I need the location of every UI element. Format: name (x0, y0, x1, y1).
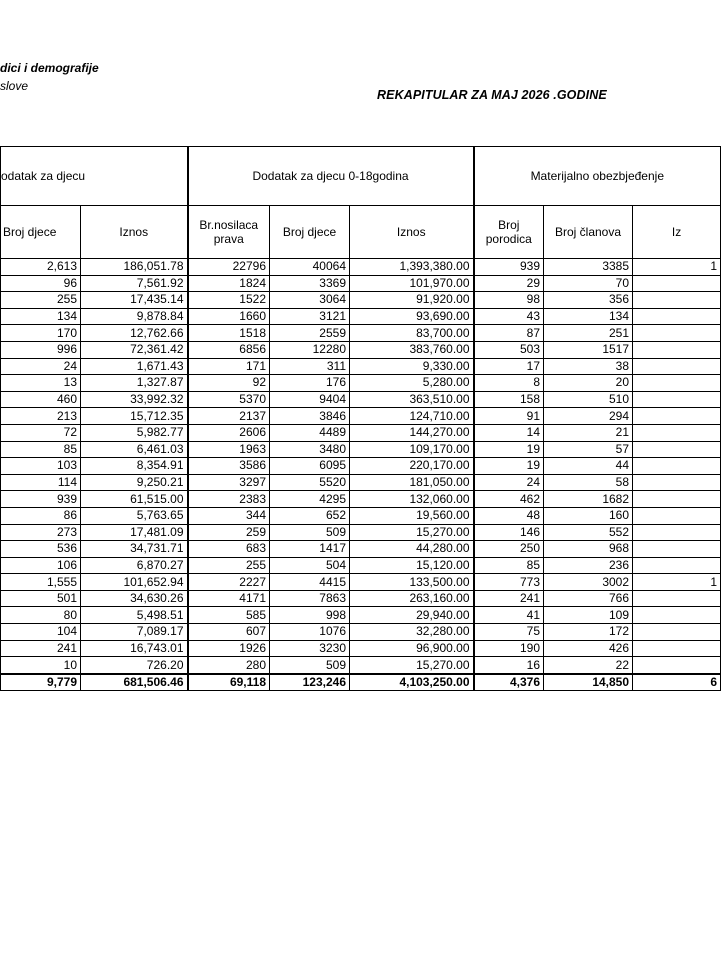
col-header-amount-material: Iz (633, 206, 721, 259)
table-cell (633, 524, 721, 541)
table-cell: 2,613 (1, 259, 81, 276)
table-cell (633, 408, 721, 425)
table-cell: 85 (474, 557, 544, 574)
table-row (1, 607, 721, 624)
table-cell: 19 (474, 458, 544, 475)
table-cell: 109,170.00 (350, 441, 474, 458)
table-row (1, 574, 721, 591)
table-cell: 14,850 (544, 674, 633, 691)
table-cell: 509 (270, 657, 350, 674)
group-header-row (1, 147, 721, 206)
table-row (1, 507, 721, 524)
table-cell: 939 (1, 491, 81, 508)
table-cell: 2137 (188, 408, 270, 425)
table-row (1, 640, 721, 657)
table-cell: 109 (544, 607, 633, 624)
table-cell: 72 (1, 424, 81, 441)
table-cell: 144,270.00 (350, 424, 474, 441)
table-cell (633, 308, 721, 325)
table-cell: 1,555 (1, 574, 81, 591)
table-cell: 96 (1, 275, 81, 292)
table-cell: 86 (1, 507, 81, 524)
table-cell: 24 (474, 474, 544, 491)
table-cell: 3002 (544, 574, 633, 591)
table-cell: 12,762.66 (81, 325, 188, 342)
table-row (1, 325, 721, 342)
col-header-children-0-18: Broj djece (270, 206, 350, 259)
table-cell: 4171 (188, 590, 270, 607)
table-cell: 773 (474, 574, 544, 591)
table-cell: 41 (474, 607, 544, 624)
table-cell: 176 (270, 375, 350, 392)
table-cell: 726.20 (81, 657, 188, 674)
table-cell: 652 (270, 507, 350, 524)
table-row (1, 358, 721, 375)
table-row (1, 375, 721, 392)
column-header-row (1, 206, 721, 259)
table-cell: 536 (1, 541, 81, 558)
table-cell: 4415 (270, 574, 350, 591)
table-row (1, 657, 721, 674)
table-cell: 101,652.94 (81, 574, 188, 591)
table-cell: 6 (633, 674, 721, 691)
table-cell (633, 607, 721, 624)
table-cell: 9,330.00 (350, 358, 474, 375)
table-cell (633, 590, 721, 607)
table-cell: 16 (474, 657, 544, 674)
table-cell: 250 (474, 541, 544, 558)
table-cell: 106 (1, 557, 81, 574)
table-cell (633, 358, 721, 375)
table-cell: 34,630.26 (81, 590, 188, 607)
col-header-members: Broj članova (544, 206, 633, 259)
table-cell: 1417 (270, 541, 350, 558)
table-cell: 58 (544, 474, 633, 491)
table-cell (633, 458, 721, 475)
table-cell (633, 624, 721, 641)
table-cell: 3297 (188, 474, 270, 491)
table-cell: 552 (544, 524, 633, 541)
table-cell: 34,731.71 (81, 541, 188, 558)
table-cell: 98 (474, 292, 544, 309)
table-cell: 683 (188, 541, 270, 558)
table-cell: 996 (1, 341, 81, 358)
table-cell: 32,280.00 (350, 624, 474, 641)
table-row (1, 624, 721, 641)
table-cell: 5,498.51 (81, 607, 188, 624)
table-cell: 114 (1, 474, 81, 491)
table-cell: 5,280.00 (350, 375, 474, 392)
table-row (1, 458, 721, 475)
table-row (1, 391, 721, 408)
table-cell: 43 (474, 308, 544, 325)
table-cell: 9,250.21 (81, 474, 188, 491)
table-cell (633, 341, 721, 358)
table-cell (633, 557, 721, 574)
table-cell: 17,481.09 (81, 524, 188, 541)
table-cell: 48 (474, 507, 544, 524)
table-cell: 190 (474, 640, 544, 657)
table-cell: 20 (544, 375, 633, 392)
table-cell: 15,712.35 (81, 408, 188, 425)
table-cell: 57 (544, 441, 633, 458)
table-row (1, 541, 721, 558)
total-row (1, 674, 721, 691)
table-cell: 2227 (188, 574, 270, 591)
table-row (1, 491, 721, 508)
table-cell: 72,361.42 (81, 341, 188, 358)
table-cell: 69,118 (188, 674, 270, 691)
table-cell: 504 (270, 557, 350, 574)
table-cell: 7863 (270, 590, 350, 607)
table-cell: 83,700.00 (350, 325, 474, 342)
table-cell: 294 (544, 408, 633, 425)
table-cell: 29 (474, 275, 544, 292)
table-cell: 766 (544, 590, 633, 607)
table-row (1, 524, 721, 541)
table-row (1, 341, 721, 358)
table-cell: 134 (544, 308, 633, 325)
table-cell (633, 491, 721, 508)
table-row (1, 474, 721, 491)
table-cell: 1963 (188, 441, 270, 458)
table-cell: 8 (474, 375, 544, 392)
table-cell: 44 (544, 458, 633, 475)
table-cell: 13 (1, 375, 81, 392)
table-cell (633, 657, 721, 674)
table-cell: 15,270.00 (350, 657, 474, 674)
table-row (1, 590, 721, 607)
table-cell: 17,435.14 (81, 292, 188, 309)
table-cell: 1517 (544, 341, 633, 358)
table-cell: 255 (188, 557, 270, 574)
table-cell: 4,103,250.00 (350, 674, 474, 691)
table-cell: 462 (474, 491, 544, 508)
table-cell: 5520 (270, 474, 350, 491)
table-cell: 509 (270, 524, 350, 541)
table-cell: 4489 (270, 424, 350, 441)
table-cell: 3121 (270, 308, 350, 325)
table-cell (633, 507, 721, 524)
table-cell: 241 (1, 640, 81, 657)
table-cell: 92 (188, 375, 270, 392)
table-cell: 6,870.27 (81, 557, 188, 574)
table-cell: 344 (188, 507, 270, 524)
col-header-amount: Iznos (81, 206, 188, 259)
table-cell: 171 (188, 358, 270, 375)
table-cell: 101,970.00 (350, 275, 474, 292)
table-cell: 123,246 (270, 674, 350, 691)
table-cell: 585 (188, 607, 270, 624)
group-header-child-allowance-0-18: Dodatak za djecu 0-18godina (188, 147, 474, 206)
table-cell (633, 275, 721, 292)
table-row (1, 292, 721, 309)
table-cell: 134 (1, 308, 81, 325)
table-cell: 61,515.00 (81, 491, 188, 508)
table-cell: 1660 (188, 308, 270, 325)
table-cell: 510 (544, 391, 633, 408)
table-cell: 1824 (188, 275, 270, 292)
table-cell: 80 (1, 607, 81, 624)
department-name-line: slove (0, 79, 29, 93)
table-cell: 1 (633, 259, 721, 276)
table-cell: 3480 (270, 441, 350, 458)
table-cell: 22 (544, 657, 633, 674)
table-row (1, 308, 721, 325)
table-row (1, 259, 721, 276)
table-cell: 104 (1, 624, 81, 641)
table-cell: 939 (474, 259, 544, 276)
table-row (1, 441, 721, 458)
table-row (1, 424, 721, 441)
table-cell: 3846 (270, 408, 350, 425)
table-cell: 6856 (188, 341, 270, 358)
table-cell: 356 (544, 292, 633, 309)
table-cell: 29,940.00 (350, 607, 474, 624)
table-cell: 681,506.46 (81, 674, 188, 691)
page-title: REKAPITULAR ZA MAJ 2026 .GODINE (377, 88, 607, 102)
table-cell: 4,376 (474, 674, 544, 691)
table-cell: 236 (544, 557, 633, 574)
table-cell: 220,170.00 (350, 458, 474, 475)
table-row (1, 408, 721, 425)
table-cell: 255 (1, 292, 81, 309)
table-cell: 426 (544, 640, 633, 657)
table-cell: 160 (544, 507, 633, 524)
table-cell: 241 (474, 590, 544, 607)
table-cell: 15,270.00 (350, 524, 474, 541)
table-cell: 24 (1, 358, 81, 375)
table-cell (633, 424, 721, 441)
table-cell: 311 (270, 358, 350, 375)
table-cell: 96,900.00 (350, 640, 474, 657)
table-row (1, 557, 721, 574)
table-cell: 10 (1, 657, 81, 674)
table-cell: 9,878.84 (81, 308, 188, 325)
group-header-material-support: Materijalno obezbjeđenje (474, 147, 721, 206)
table-cell: 2383 (188, 491, 270, 508)
table-cell: 968 (544, 541, 633, 558)
table-cell: 7,089.17 (81, 624, 188, 641)
table-cell (633, 474, 721, 491)
table-cell (633, 541, 721, 558)
col-header-families: Broj porodica (474, 206, 544, 259)
col-header-right-holders: Br.nosilaca prava (188, 206, 270, 259)
table-cell: 273 (1, 524, 81, 541)
table-cell (633, 391, 721, 408)
table-cell: 3385 (544, 259, 633, 276)
table-cell (633, 292, 721, 309)
table-cell: 6095 (270, 458, 350, 475)
table-row (1, 275, 721, 292)
table-cell: 2606 (188, 424, 270, 441)
table-cell: 259 (188, 524, 270, 541)
table-cell: 501 (1, 590, 81, 607)
table-cell: 15,120.00 (350, 557, 474, 574)
table-cell: 19,560.00 (350, 507, 474, 524)
table-cell: 998 (270, 607, 350, 624)
table-cell: 133,500.00 (350, 574, 474, 591)
table-cell: 181,050.00 (350, 474, 474, 491)
table-cell: 9,779 (1, 674, 81, 691)
group-header-child-allowance: odatak za djecu (1, 147, 188, 206)
ministry-name-line: dici i demografije (0, 61, 99, 75)
table-cell: 213 (1, 408, 81, 425)
table-cell: 1,671.43 (81, 358, 188, 375)
table-cell: 1,327.87 (81, 375, 188, 392)
table-cell: 1 (633, 574, 721, 591)
table-cell: 1,393,380.00 (350, 259, 474, 276)
table-cell: 186,051.78 (81, 259, 188, 276)
col-header-children: Broj djece (1, 206, 81, 259)
table-cell: 5370 (188, 391, 270, 408)
recap-table (0, 146, 721, 691)
table-cell: 7,561.92 (81, 275, 188, 292)
table-cell: 8,354.91 (81, 458, 188, 475)
table-cell: 44,280.00 (350, 541, 474, 558)
table-cell (633, 640, 721, 657)
table-cell: 1518 (188, 325, 270, 342)
table-cell: 383,760.00 (350, 341, 474, 358)
table-cell: 93,690.00 (350, 308, 474, 325)
table-cell: 132,060.00 (350, 491, 474, 508)
table-cell: 14 (474, 424, 544, 441)
table-cell: 87 (474, 325, 544, 342)
table-cell: 1682 (544, 491, 633, 508)
table-cell: 40064 (270, 259, 350, 276)
table-cell: 17 (474, 358, 544, 375)
table-cell: 1522 (188, 292, 270, 309)
table-cell: 607 (188, 624, 270, 641)
table-cell: 75 (474, 624, 544, 641)
table-cell: 503 (474, 341, 544, 358)
table-cell: 3064 (270, 292, 350, 309)
table-cell (633, 441, 721, 458)
table-cell: 4295 (270, 491, 350, 508)
table-cell: 70 (544, 275, 633, 292)
table-cell: 91,920.00 (350, 292, 474, 309)
table-cell: 6,461.03 (81, 441, 188, 458)
table-cell: 3230 (270, 640, 350, 657)
table-cell: 460 (1, 391, 81, 408)
table-cell: 91 (474, 408, 544, 425)
table-cell: 1926 (188, 640, 270, 657)
table-cell: 21 (544, 424, 633, 441)
table-cell (633, 375, 721, 392)
table-cell: 33,992.32 (81, 391, 188, 408)
table-cell: 2559 (270, 325, 350, 342)
table-cell: 3369 (270, 275, 350, 292)
table-cell: 38 (544, 358, 633, 375)
table-cell: 5,763.65 (81, 507, 188, 524)
table-cell: 251 (544, 325, 633, 342)
table-cell: 3586 (188, 458, 270, 475)
table-cell: 280 (188, 657, 270, 674)
table-cell: 103 (1, 458, 81, 475)
table-cell: 263,160.00 (350, 590, 474, 607)
table-cell (633, 325, 721, 342)
table-cell: 19 (474, 441, 544, 458)
table-cell: 85 (1, 441, 81, 458)
table-cell: 146 (474, 524, 544, 541)
table-cell: 22796 (188, 259, 270, 276)
col-header-amount-0-18: Iznos (350, 206, 474, 259)
table-cell: 363,510.00 (350, 391, 474, 408)
table-cell: 170 (1, 325, 81, 342)
table-cell: 124,710.00 (350, 408, 474, 425)
table-cell: 5,982.77 (81, 424, 188, 441)
table-cell: 172 (544, 624, 633, 641)
table-cell: 158 (474, 391, 544, 408)
table-cell: 1076 (270, 624, 350, 641)
table-cell: 16,743.01 (81, 640, 188, 657)
table-cell: 9404 (270, 391, 350, 408)
table-cell: 12280 (270, 341, 350, 358)
